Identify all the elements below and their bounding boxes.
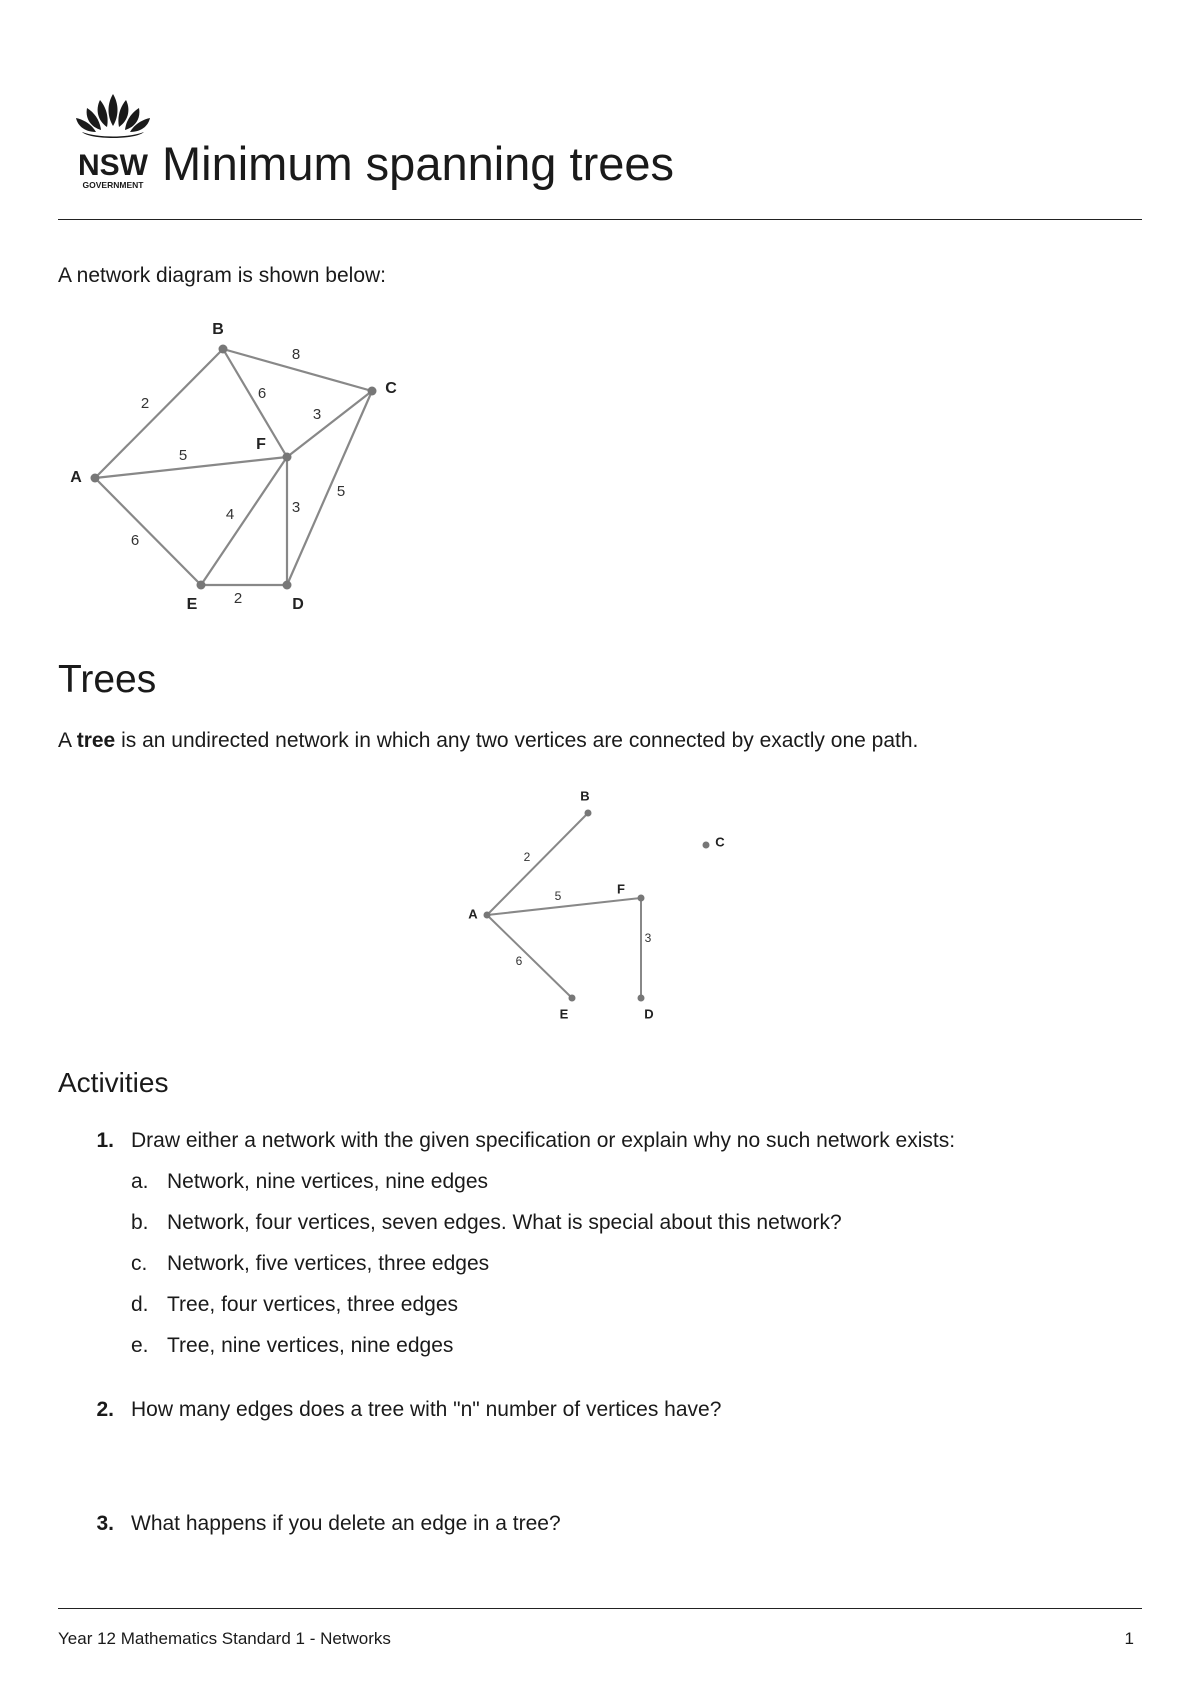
logo-subtext: GOVERNMENT: [82, 180, 144, 190]
edge-AB: [487, 813, 588, 915]
subpart-label: c.: [131, 1252, 148, 1275]
trees-heading: Trees: [58, 658, 157, 701]
vertex-E: [197, 581, 206, 590]
tree-definition-suffix: is an undirected network in which any two vertices are connected by exactly one path.: [121, 729, 919, 752]
logo-wordmark: NSW: [78, 149, 148, 182]
edge-weight-AB: 2: [523, 850, 531, 865]
question-number: 1.: [96, 1129, 114, 1152]
header-divider: [58, 219, 1142, 220]
edge-weight-AE: 6: [515, 954, 523, 969]
vertex-E: [569, 995, 576, 1002]
edge-weight-AF: 5: [178, 446, 188, 464]
subpart-text: Tree, four vertices, three edges: [167, 1293, 459, 1316]
activities-heading: Activities: [58, 1067, 169, 1098]
tree-term: tree: [76, 729, 116, 752]
vertex-label-E: E: [559, 1006, 569, 1022]
vertex-label-C: C: [385, 380, 397, 398]
vertex-label-B: B: [212, 321, 224, 339]
edge-weight-FD: 3: [291, 498, 301, 516]
subpart-label: b.: [131, 1211, 149, 1234]
edge-weight-CD: 5: [336, 482, 346, 500]
vertex-D: [638, 995, 645, 1002]
vertex-D: [283, 581, 292, 590]
edge-weight-FD: 3: [644, 931, 652, 946]
vertex-A: [484, 912, 491, 919]
question-number: 3.: [96, 1512, 114, 1535]
vertex-label-F: F: [256, 436, 266, 454]
question-number: 2.: [96, 1398, 114, 1421]
question-text: What happens if you delete an edge in a tree?: [131, 1512, 561, 1535]
vertex-F: [638, 895, 645, 902]
edge-AF: [487, 898, 641, 915]
subpart-text: Network, five vertices, three edges: [167, 1252, 490, 1275]
vertex-label-D: D: [644, 1006, 654, 1022]
vertex-label-C: C: [715, 834, 725, 850]
subpart-text: Network, nine vertices, nine edges: [167, 1170, 488, 1193]
vertex-F: [283, 453, 292, 462]
tree-definition: [58, 727, 918, 755]
vertex-label-A: A: [70, 469, 82, 487]
edge-weight-BC: 8: [291, 345, 301, 363]
page-title: Minimum spanning trees: [162, 137, 674, 190]
tree-definition-prefix: A: [58, 729, 71, 752]
vertex-C: [368, 387, 377, 396]
edge-weight-FE: 4: [225, 505, 235, 523]
edge-AE: [487, 915, 572, 998]
edge-weight-AB: 2: [140, 394, 150, 412]
vertex-label-D: D: [292, 596, 304, 614]
footer-divider: [58, 1608, 1142, 1609]
vertex-label-A: A: [468, 906, 478, 922]
edge-weight-AF: 5: [554, 889, 562, 904]
subpart-label: a.: [131, 1170, 149, 1193]
footer-text: Year 12 Mathematics Standard 1 - Networks: [58, 1629, 391, 1648]
subpart-label: d.: [131, 1293, 149, 1316]
edge-AE: [95, 478, 201, 585]
waratah-icon: [76, 94, 150, 138]
edge-weight-AE: 6: [130, 531, 140, 549]
vertex-label-E: E: [186, 596, 198, 614]
vertex-label-F: F: [617, 881, 625, 897]
edge-weight-BF: 6: [257, 384, 267, 402]
vertex-B: [219, 345, 228, 354]
tree-diagram: [452, 782, 752, 1027]
question-text: Draw either a network with the given specification or explain why no such network exists:: [131, 1129, 956, 1152]
vertex-A: [91, 474, 100, 483]
network-diagram: [58, 312, 418, 622]
subpart-text: Tree, nine vertices, nine edges: [167, 1334, 454, 1357]
edge-weight-FC: 3: [312, 405, 322, 423]
vertex-label-B: B: [580, 788, 590, 804]
nsw-government-logo: [68, 92, 158, 192]
intro-text: A network diagram is shown below:: [58, 264, 386, 287]
subpart-text: Network, four vertices, seven edges. What is special about this network?: [167, 1211, 842, 1234]
edge-FE: [201, 457, 287, 585]
vertex-C: [703, 842, 710, 849]
vertex-B: [585, 810, 592, 817]
edge-FC: [287, 391, 372, 457]
edge-AB: [95, 349, 223, 478]
question-text: How many edges does a tree with "n" number of vertices have?: [131, 1398, 722, 1421]
edge-weight-ED: 2: [233, 589, 243, 607]
subpart-label: e.: [131, 1334, 149, 1357]
edge-AF: [95, 457, 287, 478]
edge-CD: [287, 391, 372, 585]
page-number: 1: [1124, 1629, 1134, 1648]
